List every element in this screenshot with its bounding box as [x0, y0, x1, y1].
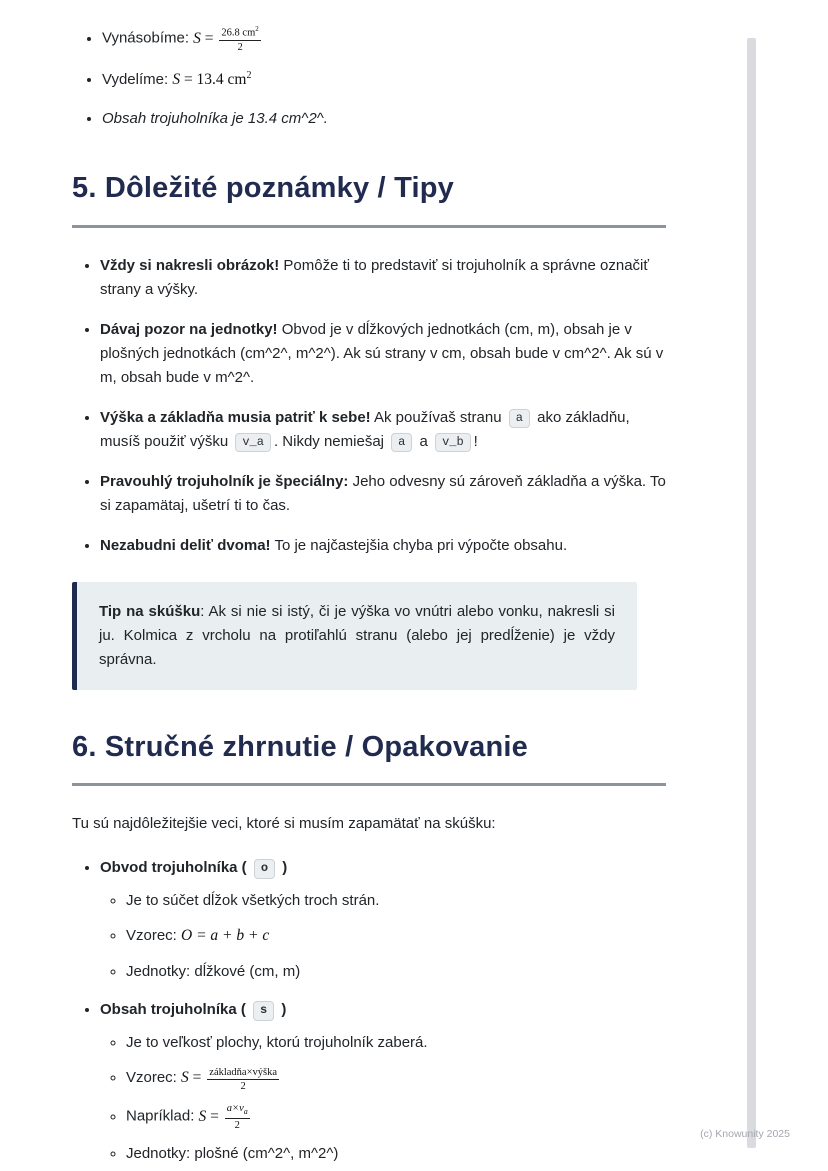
exam-tip-callout	[72, 582, 637, 690]
numerator: základňa×výška	[207, 1067, 279, 1080]
summary-item-obsah	[100, 998, 666, 1166]
tip-text: Jeho odvesny sú zároveň základňa a výška. To si zapamätaj, ušetrí ti to čas.	[100, 472, 666, 514]
summary-subitem: ◦ Je to veľkosť plochy, ktorú trojuholník zaberá.	[126, 1031, 666, 1055]
tip-item	[100, 470, 666, 518]
content-area	[72, 0, 666, 1166]
tips-list	[72, 254, 666, 558]
math-expression: S = $\frac{\text{základňa×výška}}{2}$	[181, 1067, 278, 1093]
math-expression: S = 13.4 $cm^2$	[172, 69, 252, 88]
tip-text: ako základňu, musíš použiť výšku	[100, 408, 630, 450]
tip-bold-lead: Vždy si nakresli obrázok!	[100, 256, 280, 274]
list-item	[102, 68, 666, 93]
denominator: 2	[237, 41, 243, 53]
callout-title: Tip na skúšku	[99, 602, 201, 620]
formula-label: Vzorec:	[126, 927, 182, 945]
math-expression: S = $\frac{a\times v_a}{2}$	[198, 1103, 248, 1131]
inline-code-chip: o	[254, 859, 275, 879]
inline-code-chip: a	[509, 409, 530, 429]
step-label: Vynásobíme:	[102, 29, 194, 47]
summary-subitem: ◦ Je to súčet dĺžok všetkých troch strán.	[126, 889, 666, 913]
callout-text: : Ak si nie si istý, či je výška vo vnútri alebo vonku, nakresli si ju. Kolmica z vrcholu na protiľahlú stranu (alebo jej predĺženie) je vždy správna.	[99, 602, 615, 668]
fraction	[219, 26, 260, 53]
tip-text: . Nikdy nemiešaj	[273, 432, 384, 450]
step-label: Vydelíme:	[102, 70, 173, 88]
list-item	[102, 26, 666, 53]
tip-text: Pomôže ti to predstaviť si trojuholník a správne označiť strany a výšky.	[100, 256, 649, 298]
tip-item	[100, 254, 666, 302]
conclusion-text: Obsah trojuholníka je 13.4 cm^2^.	[102, 110, 328, 128]
tip-text: Ak používaš stranu	[370, 408, 502, 426]
fraction	[225, 1103, 250, 1131]
math-expression: S = $\frac{26.8 cm^2}{2}$	[193, 25, 259, 53]
section-divider	[72, 225, 666, 228]
summary-item-obvod	[100, 856, 666, 984]
copyright-footer: (c) Knowunity 2025	[700, 1128, 790, 1141]
tip-bold-lead: Nezabudni deliť dvoma!	[100, 536, 271, 554]
summary-item-title: Obvod trojuholníka ( o )	[100, 859, 287, 876]
summary-subitem: ◦ Jednotky: dĺžkové (cm, m)	[126, 960, 666, 984]
summary-subitem: ◦ Jednotky: plošné (cm^2^, m^2^)	[126, 1142, 666, 1166]
summary-subitem	[126, 924, 666, 949]
inline-code-chip: a	[391, 433, 412, 453]
tip-bold-lead: Výška a základňa musia patriť k sebe!	[100, 408, 371, 426]
tip-bold-lead: Pravouhlý trojuholník je špeciálny:	[100, 472, 349, 490]
tip-text: a	[419, 432, 428, 450]
inline-code-chip: s	[253, 1001, 274, 1021]
tip-bold-lead: Dávaj pozor na jednotky!	[100, 320, 278, 338]
tip-item	[100, 318, 666, 390]
summary-intro: Tu sú najdôležitejšie veci, ktoré si musím zapamätať na skúšku:	[72, 815, 496, 833]
tip-text: To je najčastejšia chyba pri výpočte obsahu.	[270, 536, 568, 554]
section-divider	[72, 783, 666, 786]
numerator: 26.8 $cm^2$	[219, 26, 260, 41]
tip-item	[100, 534, 666, 558]
section-5-title: 5. Dôležité poznámky / Tipy	[72, 172, 454, 205]
summary-subitem	[126, 1103, 666, 1131]
calculation-steps-list	[72, 26, 666, 131]
formula-label: Napríklad:	[126, 1107, 199, 1125]
scrollbar-thumb[interactable]	[747, 38, 756, 1148]
tip-item	[100, 406, 666, 454]
summary-item-title: Obsah trojuholníka ( s )	[100, 1001, 286, 1018]
tip-text: !	[473, 432, 478, 450]
summary-sublist	[100, 889, 666, 984]
inline-code-chip: v_b	[435, 433, 471, 453]
denominator: 2	[234, 1119, 240, 1131]
summary-list	[72, 856, 666, 1165]
formula-label: Vzorec:	[126, 1069, 182, 1087]
summary-subitem	[126, 1066, 666, 1092]
inline-code-chip: v_a	[235, 433, 271, 453]
summary-sublist	[100, 1031, 666, 1166]
math-expression: O = a + b + c	[181, 927, 270, 945]
denominator: 2	[240, 1081, 246, 1093]
numerator: $a\times v_a$	[225, 1103, 250, 1118]
fraction	[207, 1067, 279, 1092]
tip-text: Obvod je v dĺžkových jednotkách (cm, m), obsah je v plošných jednotkách (cm^2^, m^2^). Ak sú strany v cm, obsah bude v cm^2^. Ak sú v m, obsah bude v m^2^.	[100, 320, 664, 386]
section-6-title: 6. Stručné zhrnutie / Opakovanie	[72, 730, 529, 763]
list-item	[102, 107, 666, 131]
